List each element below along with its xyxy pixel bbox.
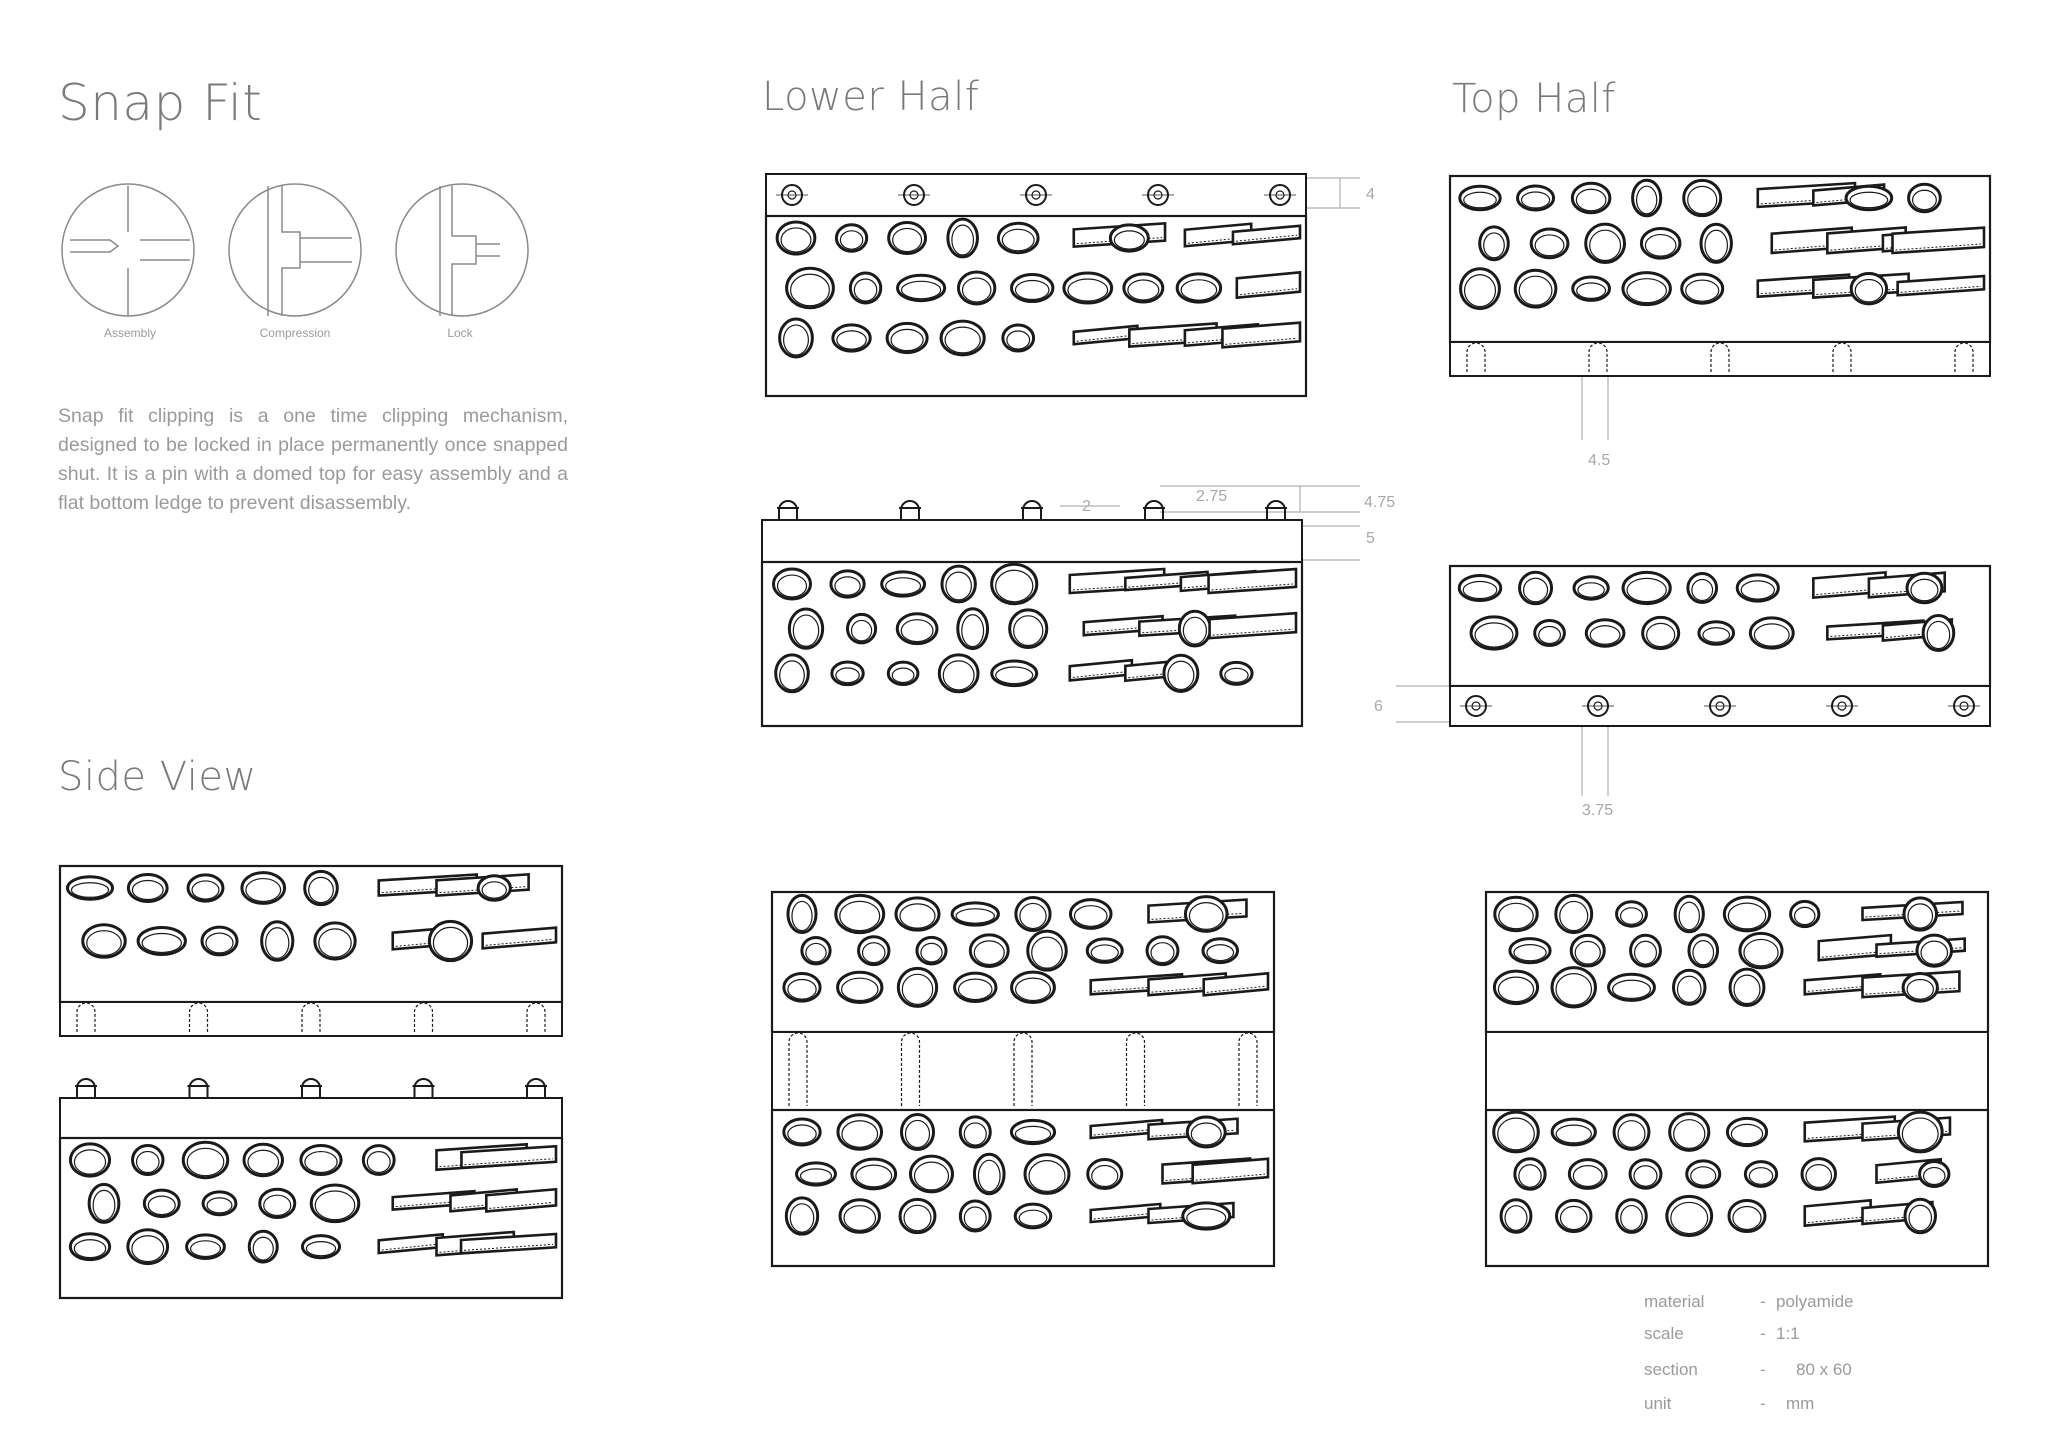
top-half-top-drawing <box>1450 176 1990 376</box>
dim-label-lower-mid-c: 4.75 <box>1364 494 1396 511</box>
detail-caption-lock: Lock <box>447 326 473 340</box>
spec-key-unit: unit <box>1644 1394 1672 1413</box>
spec-key-material: material <box>1644 1292 1705 1311</box>
assembly-middle-drawing <box>772 892 1274 1266</box>
snap-detail-compression <box>229 184 361 316</box>
spec-sep-material: - <box>1760 1292 1766 1311</box>
spec-sep-scale: - <box>1760 1324 1766 1343</box>
dim-label-top-lower-bottom: 3.75 <box>1582 802 1614 819</box>
lower-half-top-drawing <box>766 174 1306 396</box>
snap-fit-title: Snap Fit <box>58 74 263 132</box>
snap-detail-lock <box>396 184 528 316</box>
dim-label-lower-mid-d: 5 <box>1366 530 1375 547</box>
detail-caption-compression: Compression <box>259 326 331 340</box>
spec-sep-section: - <box>1760 1360 1766 1379</box>
spec-key-scale: scale <box>1644 1324 1684 1343</box>
snap-fit-description: Snap fit clipping is a one time clipping mechanism, designed to be locked in place permanently once snapped shut. It is a pin with a domed top for easy assembly and a flat bottom ledge to prevent disassembly. <box>58 405 568 514</box>
top-half-title: Top Half <box>1452 76 1616 122</box>
spec-value-unit: mm <box>1786 1394 1815 1413</box>
side-view-upper-drawing <box>60 866 562 1036</box>
detail-caption-assembly: Assembly <box>103 326 156 340</box>
spec-value-scale: 1:1 <box>1776 1324 1800 1343</box>
dim-label-top-upper: 4.5 <box>1588 452 1611 469</box>
spec-value-section: 80 x 60 <box>1796 1360 1852 1379</box>
assembly-right-drawing <box>1486 892 1988 1266</box>
side-view-lower-drawing <box>60 1079 562 1298</box>
dim-label-lower-top-b: 4 <box>1366 186 1375 203</box>
snap-detail-assembly <box>62 184 194 316</box>
top-half-side-drawing <box>1450 566 1990 726</box>
spec-sep-unit: - <box>1760 1394 1766 1413</box>
side-view-title: Side View <box>58 754 257 800</box>
dim-label-lower-mid-b: 2.75 <box>1196 488 1228 505</box>
dim-label-top-lower-left: 6 <box>1374 698 1383 715</box>
lower-half-side-drawing <box>762 501 1302 726</box>
lower-half-title: Lower Half <box>762 74 980 120</box>
spec-value-material: polyamide <box>1776 1292 1854 1311</box>
dim-label-lower-mid-a: 2 <box>1082 498 1091 515</box>
spec-key-section: section <box>1644 1360 1698 1379</box>
